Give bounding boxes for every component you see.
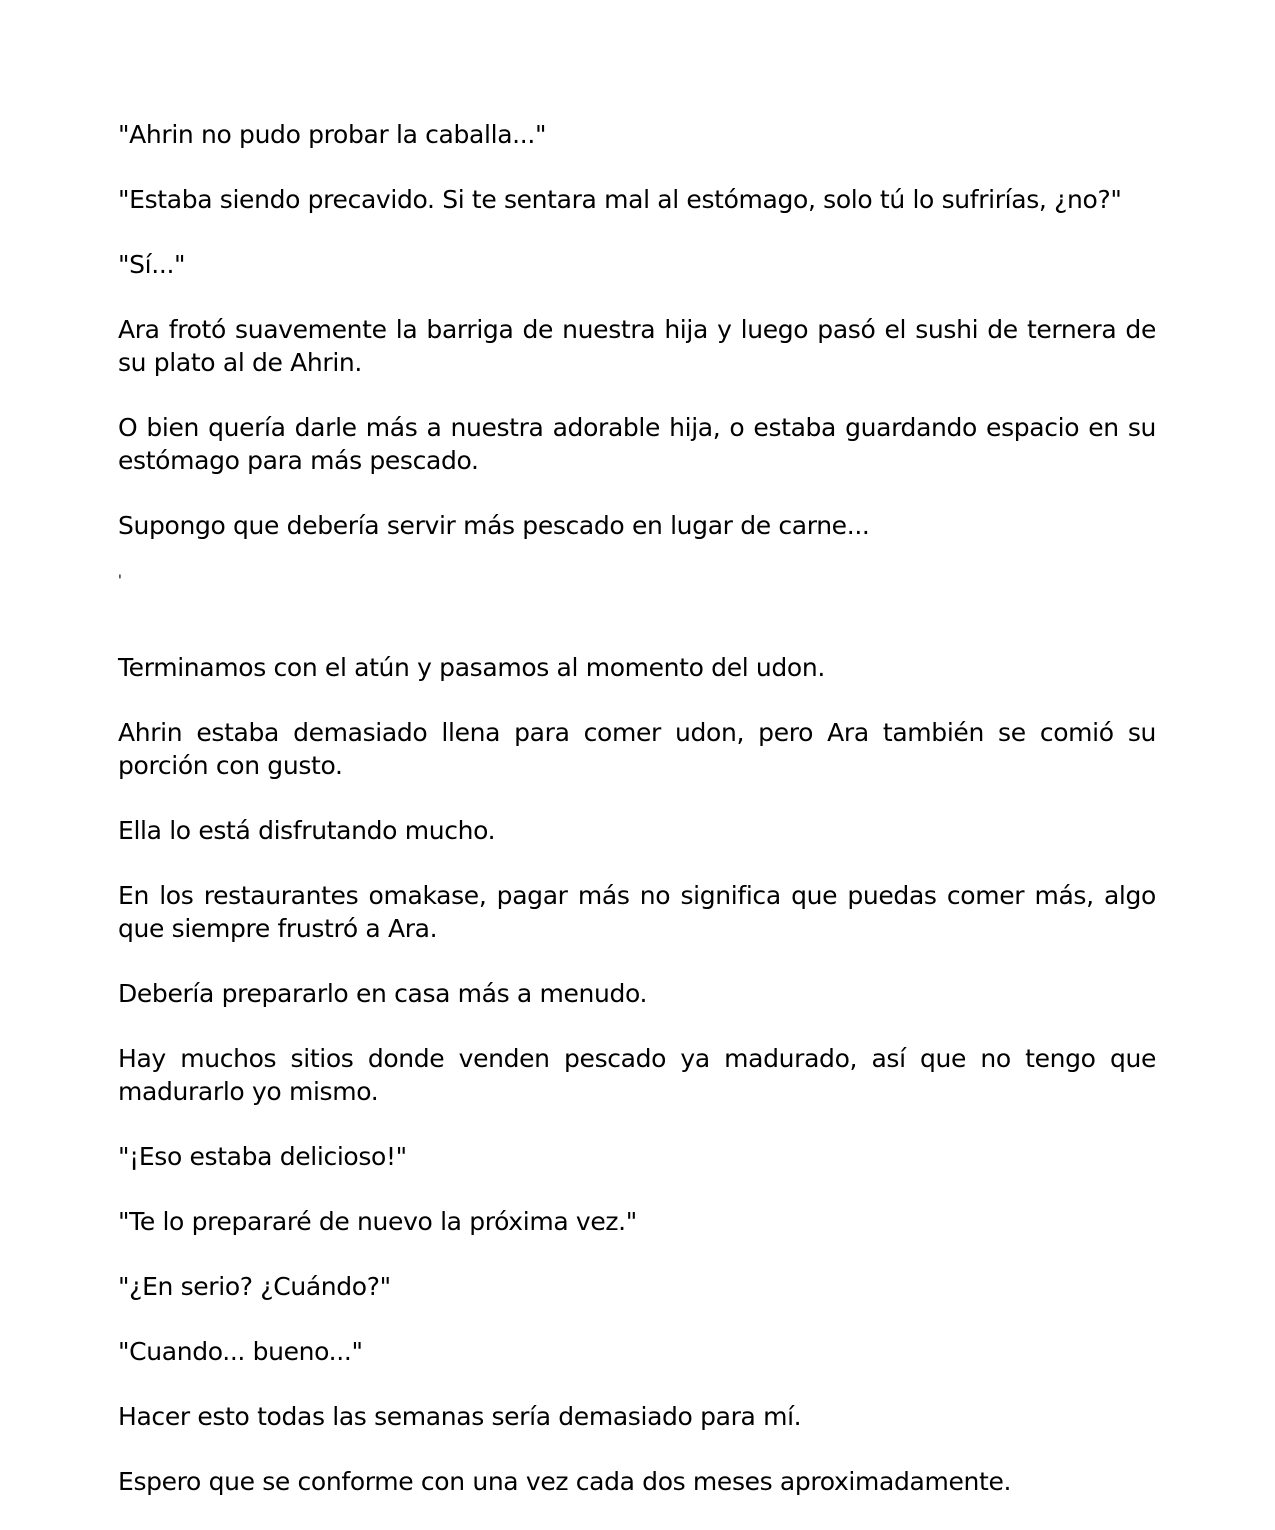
document-page bbox=[118, 118, 1156, 1530]
paragraph: Espero que se conforme con una vez cada dos meses aproximadamente. bbox=[118, 1467, 1012, 1496]
paragraph: "Estaba siendo precavido. Si te sentara mal al estómago, solo tú lo sufrirías, ¿no?" bbox=[118, 185, 1122, 214]
paragraph: Terminamos con el atún y pasamos al momento del udon. bbox=[118, 653, 825, 682]
paragraph: O bien quería darle más a nuestra adorable hija, o estaba guardando espacio en su estómago para más pescado. bbox=[118, 413, 1156, 475]
scene-break-mark: ' bbox=[118, 573, 122, 589]
paragraph: Hay muchos sitios donde venden pescado ya madurado, así que no tengo que madurarlo yo mismo. bbox=[118, 1044, 1156, 1106]
paragraph: "Sí..." bbox=[118, 250, 186, 279]
paragraph: "¡Eso estaba delicioso!" bbox=[118, 1142, 407, 1171]
paragraph: En los restaurantes omakase, pagar más no significa que puedas comer más, algo que siempre frustró a Ara. bbox=[118, 881, 1156, 943]
paragraph: Ara frotó suavemente la barriga de nuestra hija y luego pasó el sushi de ternera de su plato al de Ahrin. bbox=[118, 315, 1156, 377]
paragraph: Supongo que debería servir más pescado en lugar de carne... bbox=[118, 511, 870, 540]
paragraph: Debería prepararlo en casa más a menudo. bbox=[118, 979, 648, 1008]
paragraph: Ella lo está disfrutando mucho. bbox=[118, 816, 496, 845]
paragraph: Hacer esto todas las semanas sería demasiado para mí. bbox=[118, 1402, 802, 1431]
paragraph: "Te lo prepararé de nuevo la próxima vez." bbox=[118, 1207, 637, 1236]
paragraph: Ahrin estaba demasiado llena para comer udon, pero Ara también se comió su porción con gusto. bbox=[118, 718, 1156, 780]
paragraph: "Cuando... bueno..." bbox=[118, 1337, 363, 1366]
paragraph: "Ahrin no pudo probar la caballa..." bbox=[118, 120, 547, 149]
paragraph: "¿En serio? ¿Cuándo?" bbox=[118, 1272, 391, 1301]
